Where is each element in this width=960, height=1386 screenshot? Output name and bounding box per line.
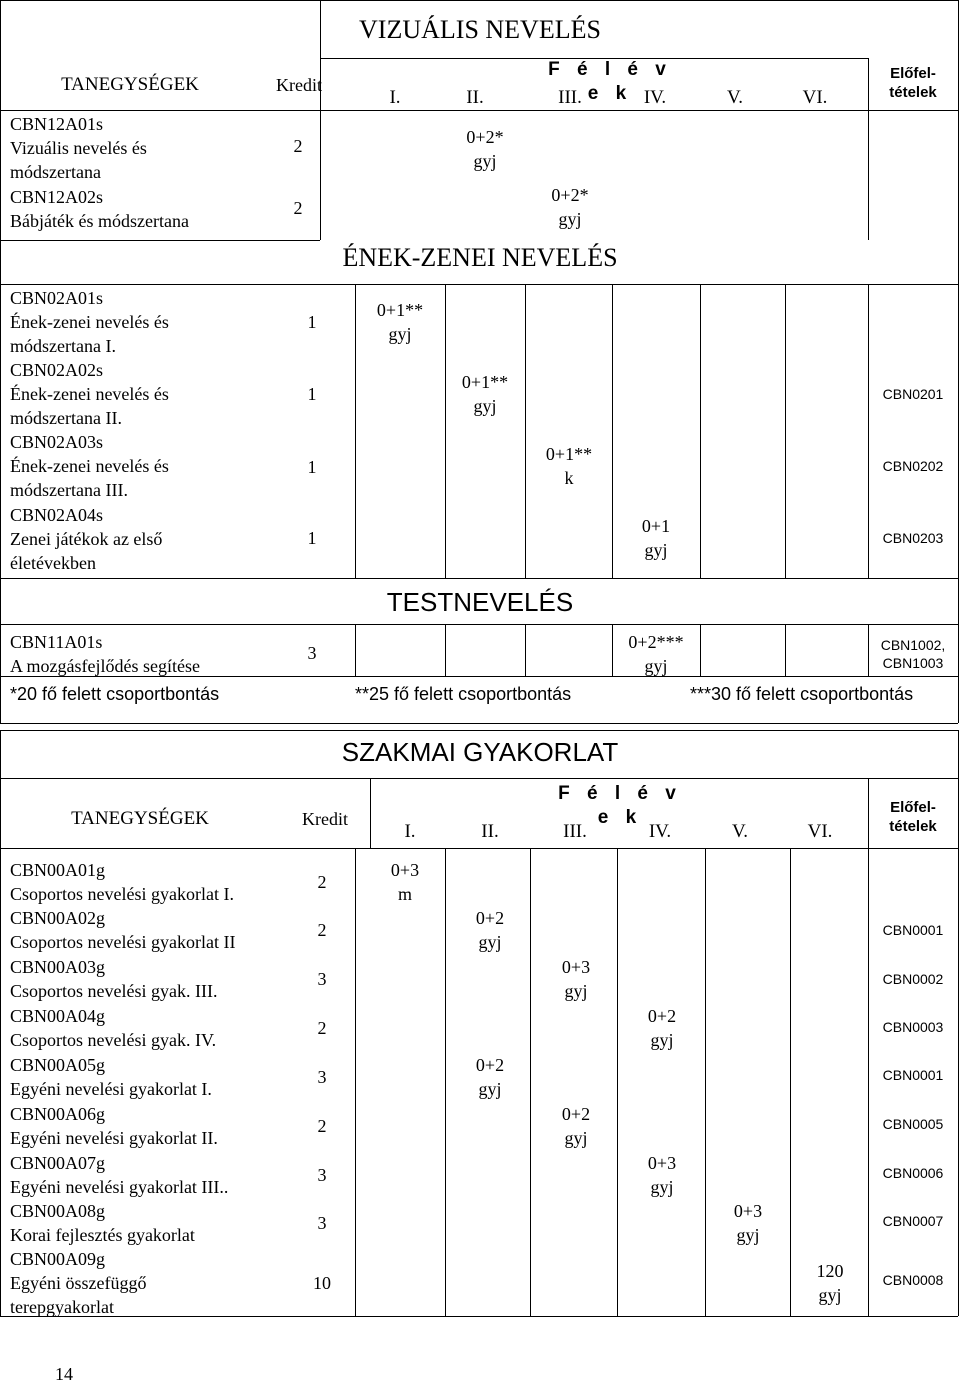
cell-gyak-4: 0+2 gyj — [647, 1006, 677, 1050]
cell-gyak-6: 0+2 gyj — [561, 1104, 591, 1148]
credit-vizualis-1: 2 — [293, 136, 303, 156]
cell-gyak-2: 0+2 gyj — [475, 908, 505, 952]
credit-enek-3: 1 — [307, 457, 317, 477]
section-title-enek-zenei: ÉNEK-ZENEI NEVELÉS — [342, 243, 618, 272]
prereq-gyak-5: CBN0001 — [882, 1067, 944, 1083]
prereq-gyak-4: CBN0003 — [882, 1019, 944, 1035]
cell-enek-1: 0+1** gyj — [376, 300, 424, 344]
cell-gyak-9: 120 gyj — [816, 1261, 844, 1305]
prereq-gyak-9: CBN0008 — [882, 1272, 944, 1288]
footnote-30: ***30 fő felett csoportbontás — [690, 684, 914, 704]
course-testneveles: CBN11A01s A mozgásfejlődés segítése — [10, 632, 200, 676]
cell-gyak-5: 0+2 gyj — [475, 1055, 505, 1099]
prereq-enek-3: CBN0202 — [882, 458, 944, 474]
credit-vizualis-2: 2 — [293, 198, 303, 218]
credit-gyak-9: 10 — [313, 1273, 331, 1293]
course-gyak-7: CBN00A07g Egyéni nevelési gyakorlat III.. — [10, 1153, 229, 1197]
semester2-2: II. — [481, 821, 499, 842]
semester-2: II. — [466, 87, 484, 108]
credit-enek-2: 1 — [307, 384, 317, 404]
semester2-1: I. — [404, 821, 416, 842]
semester2-6: VI. — [807, 821, 833, 842]
prereq-gyak-6: CBN0005 — [882, 1116, 944, 1132]
prereq-gyak-8: CBN0007 — [882, 1213, 944, 1229]
course-enek-2: CBN02A02s Ének-zenei nevelés és módszertana II. — [10, 360, 169, 428]
col-header-semesters-2: F é l é v e k — [558, 783, 682, 828]
col-header-credit-2: Kredit — [302, 809, 348, 829]
course-gyak-3: CBN00A03g Csoportos nevelési gyak. III. — [10, 957, 218, 1001]
cell-gyak-7: 0+3 gyj — [647, 1153, 677, 1197]
credit-enek-4: 1 — [307, 528, 317, 548]
cell-enek-2: 0+1** gyj — [461, 372, 509, 416]
section-title-szakmai: SZAKMAI GYAKORLAT — [341, 737, 619, 767]
credit-gyak-6: 2 — [317, 1116, 327, 1136]
course-vizualis-2: CBN12A02s Bábjáték és módszertana — [10, 187, 189, 231]
cell-gyak-3: 0+3 gyj — [561, 957, 591, 1001]
course-enek-4: CBN02A04s Zenei játékok az első életévekben — [10, 505, 163, 573]
course-gyak-1: CBN00A01g Csoportos nevelési gyakorlat I. — [10, 860, 234, 904]
course-gyak-2: CBN00A02g Csoportos nevelési gyakorlat II — [10, 908, 236, 952]
credit-enek-1: 1 — [307, 312, 317, 332]
semester2-3: III. — [563, 821, 587, 842]
course-enek-1: CBN02A01s Ének-zenei nevelés és módszertana I. — [10, 288, 169, 356]
credit-gyak-3: 3 — [317, 969, 327, 989]
prereq-testneveles: CBN1002, CBN1003 — [880, 637, 946, 671]
footnote-20: *20 fő felett csoportbontás — [10, 684, 220, 704]
credit-gyak-8: 3 — [317, 1213, 327, 1233]
page-number: 14 — [55, 1364, 73, 1384]
credit-gyak-7: 3 — [317, 1165, 327, 1185]
cell-gyak-1: 0+3 m — [390, 860, 420, 904]
semester-6: VI. — [802, 87, 828, 108]
course-gyak-8: CBN00A08g Korai fejlesztés gyakorlat — [10, 1201, 195, 1245]
cell-enek-4: 0+1 gyj — [641, 516, 671, 560]
cell-enek-3: 0+1** k — [545, 444, 593, 488]
footnote-25: **25 fő felett csoportbontás — [355, 684, 572, 704]
prereq-gyak-2: CBN0001 — [882, 922, 944, 938]
col-header-prereq-2: Előfel- tételek — [889, 799, 937, 835]
course-gyak-5: CBN00A05g Egyéni nevelési gyakorlat I. — [10, 1055, 212, 1099]
semester2-5: V. — [731, 821, 749, 842]
section-title-vizualis: VIZUÁLIS NEVELÉS — [359, 15, 601, 44]
col-header-credit: Kredit — [276, 75, 322, 95]
section-title-testneveles: TESTNEVELÉS — [386, 587, 574, 617]
credit-gyak-5: 3 — [317, 1067, 327, 1087]
cell-vizualis-2: 0+2* gyj — [551, 185, 589, 229]
col-header-semesters: F é l é v e k — [548, 59, 672, 104]
col-header-units-2: TANEGYSÉGEK — [71, 808, 209, 829]
prereq-enek-4: CBN0203 — [882, 530, 944, 546]
course-gyak-4: CBN00A04g Csoportos nevelési gyak. IV. — [10, 1006, 217, 1050]
course-gyak-6: CBN00A06g Egyéni nevelési gyakorlat II. — [10, 1104, 218, 1148]
credit-gyak-2: 2 — [317, 920, 327, 940]
cell-vizualis-1: 0+2* gyj — [466, 127, 504, 171]
credit-testneveles: 3 — [307, 643, 317, 663]
semester2-4: IV. — [648, 821, 672, 842]
semester-1: I. — [389, 87, 401, 108]
credit-gyak-4: 2 — [317, 1018, 327, 1038]
credit-gyak-1: 2 — [317, 872, 327, 892]
course-vizualis-1: CBN12A01s Vizuális nevelés és módszertana — [10, 114, 147, 182]
semester-3: III. — [558, 87, 582, 108]
semester-5: V. — [726, 87, 744, 108]
prereq-enek-2: CBN0201 — [882, 386, 944, 402]
cell-gyak-8: 0+3 gyj — [733, 1201, 763, 1245]
col-header-units: TANEGYSÉGEK — [61, 74, 199, 95]
prereq-gyak-3: CBN0002 — [882, 971, 944, 987]
col-header-prereq: Előfel- tételek — [889, 65, 937, 101]
course-enek-3: CBN02A03s Ének-zenei nevelés és módszertana III. — [10, 432, 169, 500]
course-gyak-9: CBN00A09g Egyéni összefüggő terepgyakorlat — [10, 1249, 147, 1317]
cell-testneveles: 0+2*** gyj — [628, 632, 684, 676]
prereq-gyak-7: CBN0006 — [882, 1165, 944, 1181]
semester-4: IV. — [643, 87, 667, 108]
